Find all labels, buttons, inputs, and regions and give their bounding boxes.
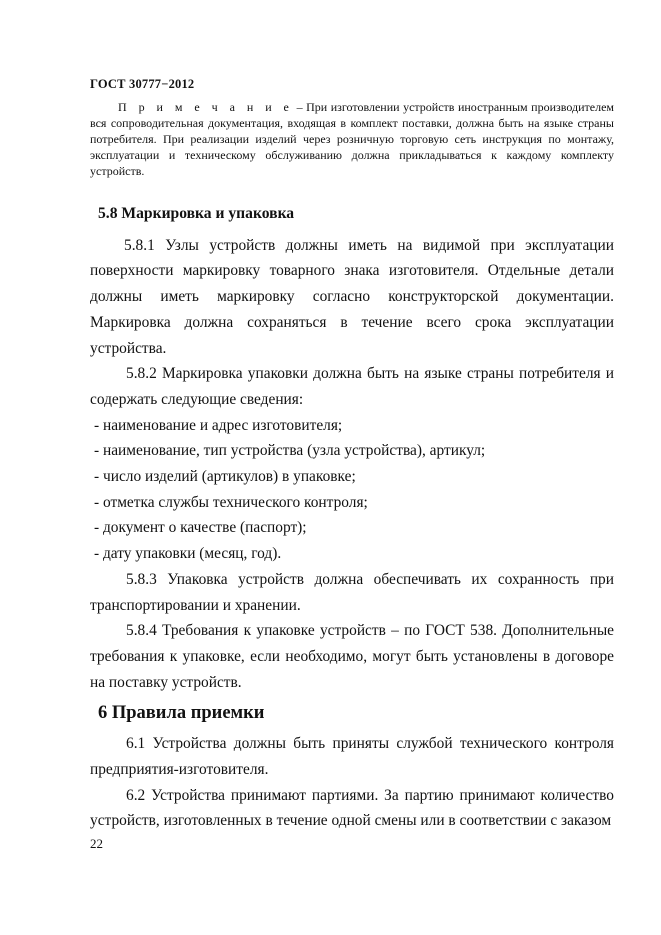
paragraph-5-8-3: 5.8.3 Упаковка устройств должна обеспечивать их сохранность при транспортировании и хранении. [90,570,614,614]
note-label: П р и м е ч а н и е [118,100,294,114]
page-number: 22 [90,836,103,851]
list-item: - наименование и адрес изготовителя; [94,416,343,434]
document-body [90,201,614,834]
section-5-8-title: 5.8 Маркировка и упаковка [98,205,295,222]
list-item: - число изделий (артикулов) в упаковке; [94,468,356,486]
list-item: - дату упаковки (месяц, год). [94,545,282,563]
paragraph-6-1: 6.1 Устройства должны быть приняты службой технического контроля предприятия-изготовителя. [90,735,614,779]
paragraph-6-2: 6.2 Устройства принимают партиями. За партию принимают количество устройств, изготовленных в течение одной смены или в соответствии с заказом [90,786,614,830]
paragraph-5-8-4: 5.8.4 Требования к упаковке устройств – по ГОСТ 538. Дополнительные требования к упаковке, если необходимо, могут быть установлены в договоре на поставку устройств. [90,622,614,691]
note-paragraph [90,99,614,179]
paragraph-5-8-1: 5.8.1 Узлы устройств должны иметь на видимой при эксплуатации поверхности маркировку товарного знака изготовителя. Отдельные детали должны иметь маркировку согласно конструкторской документации. Маркировка должна сохраняться в течение всего срока эксплуатации устройства. [90,236,614,357]
paragraph-5-8-2: 5.8.2 Маркировка упаковки должна быть на языке страны потребителя и содержать следующие сведения: [90,365,614,408]
note-text: – При изготовлении устройств иностранным производителем вся сопроводительная документация, входящая в комплект поставки, должна быть на языке страны потребителя. При реализации изделий через розничную торговую сеть инструкция по монтажу, эксплуатации и техническому обслуживанию должна прикладываться к каждому комплекту устройств. [90,100,615,178]
note-block [90,99,614,179]
list-item: - документ о качестве (паспорт); [94,519,307,537]
list-item: - наименование, тип устройства (узла устройства), артикул; [94,442,486,460]
document-header-code: ГОСТ 30777−2012 [90,77,195,91]
section-6-title: 6 Правила приемки [98,703,265,724]
list-item: - отметка службы технического контроля; [94,493,368,511]
